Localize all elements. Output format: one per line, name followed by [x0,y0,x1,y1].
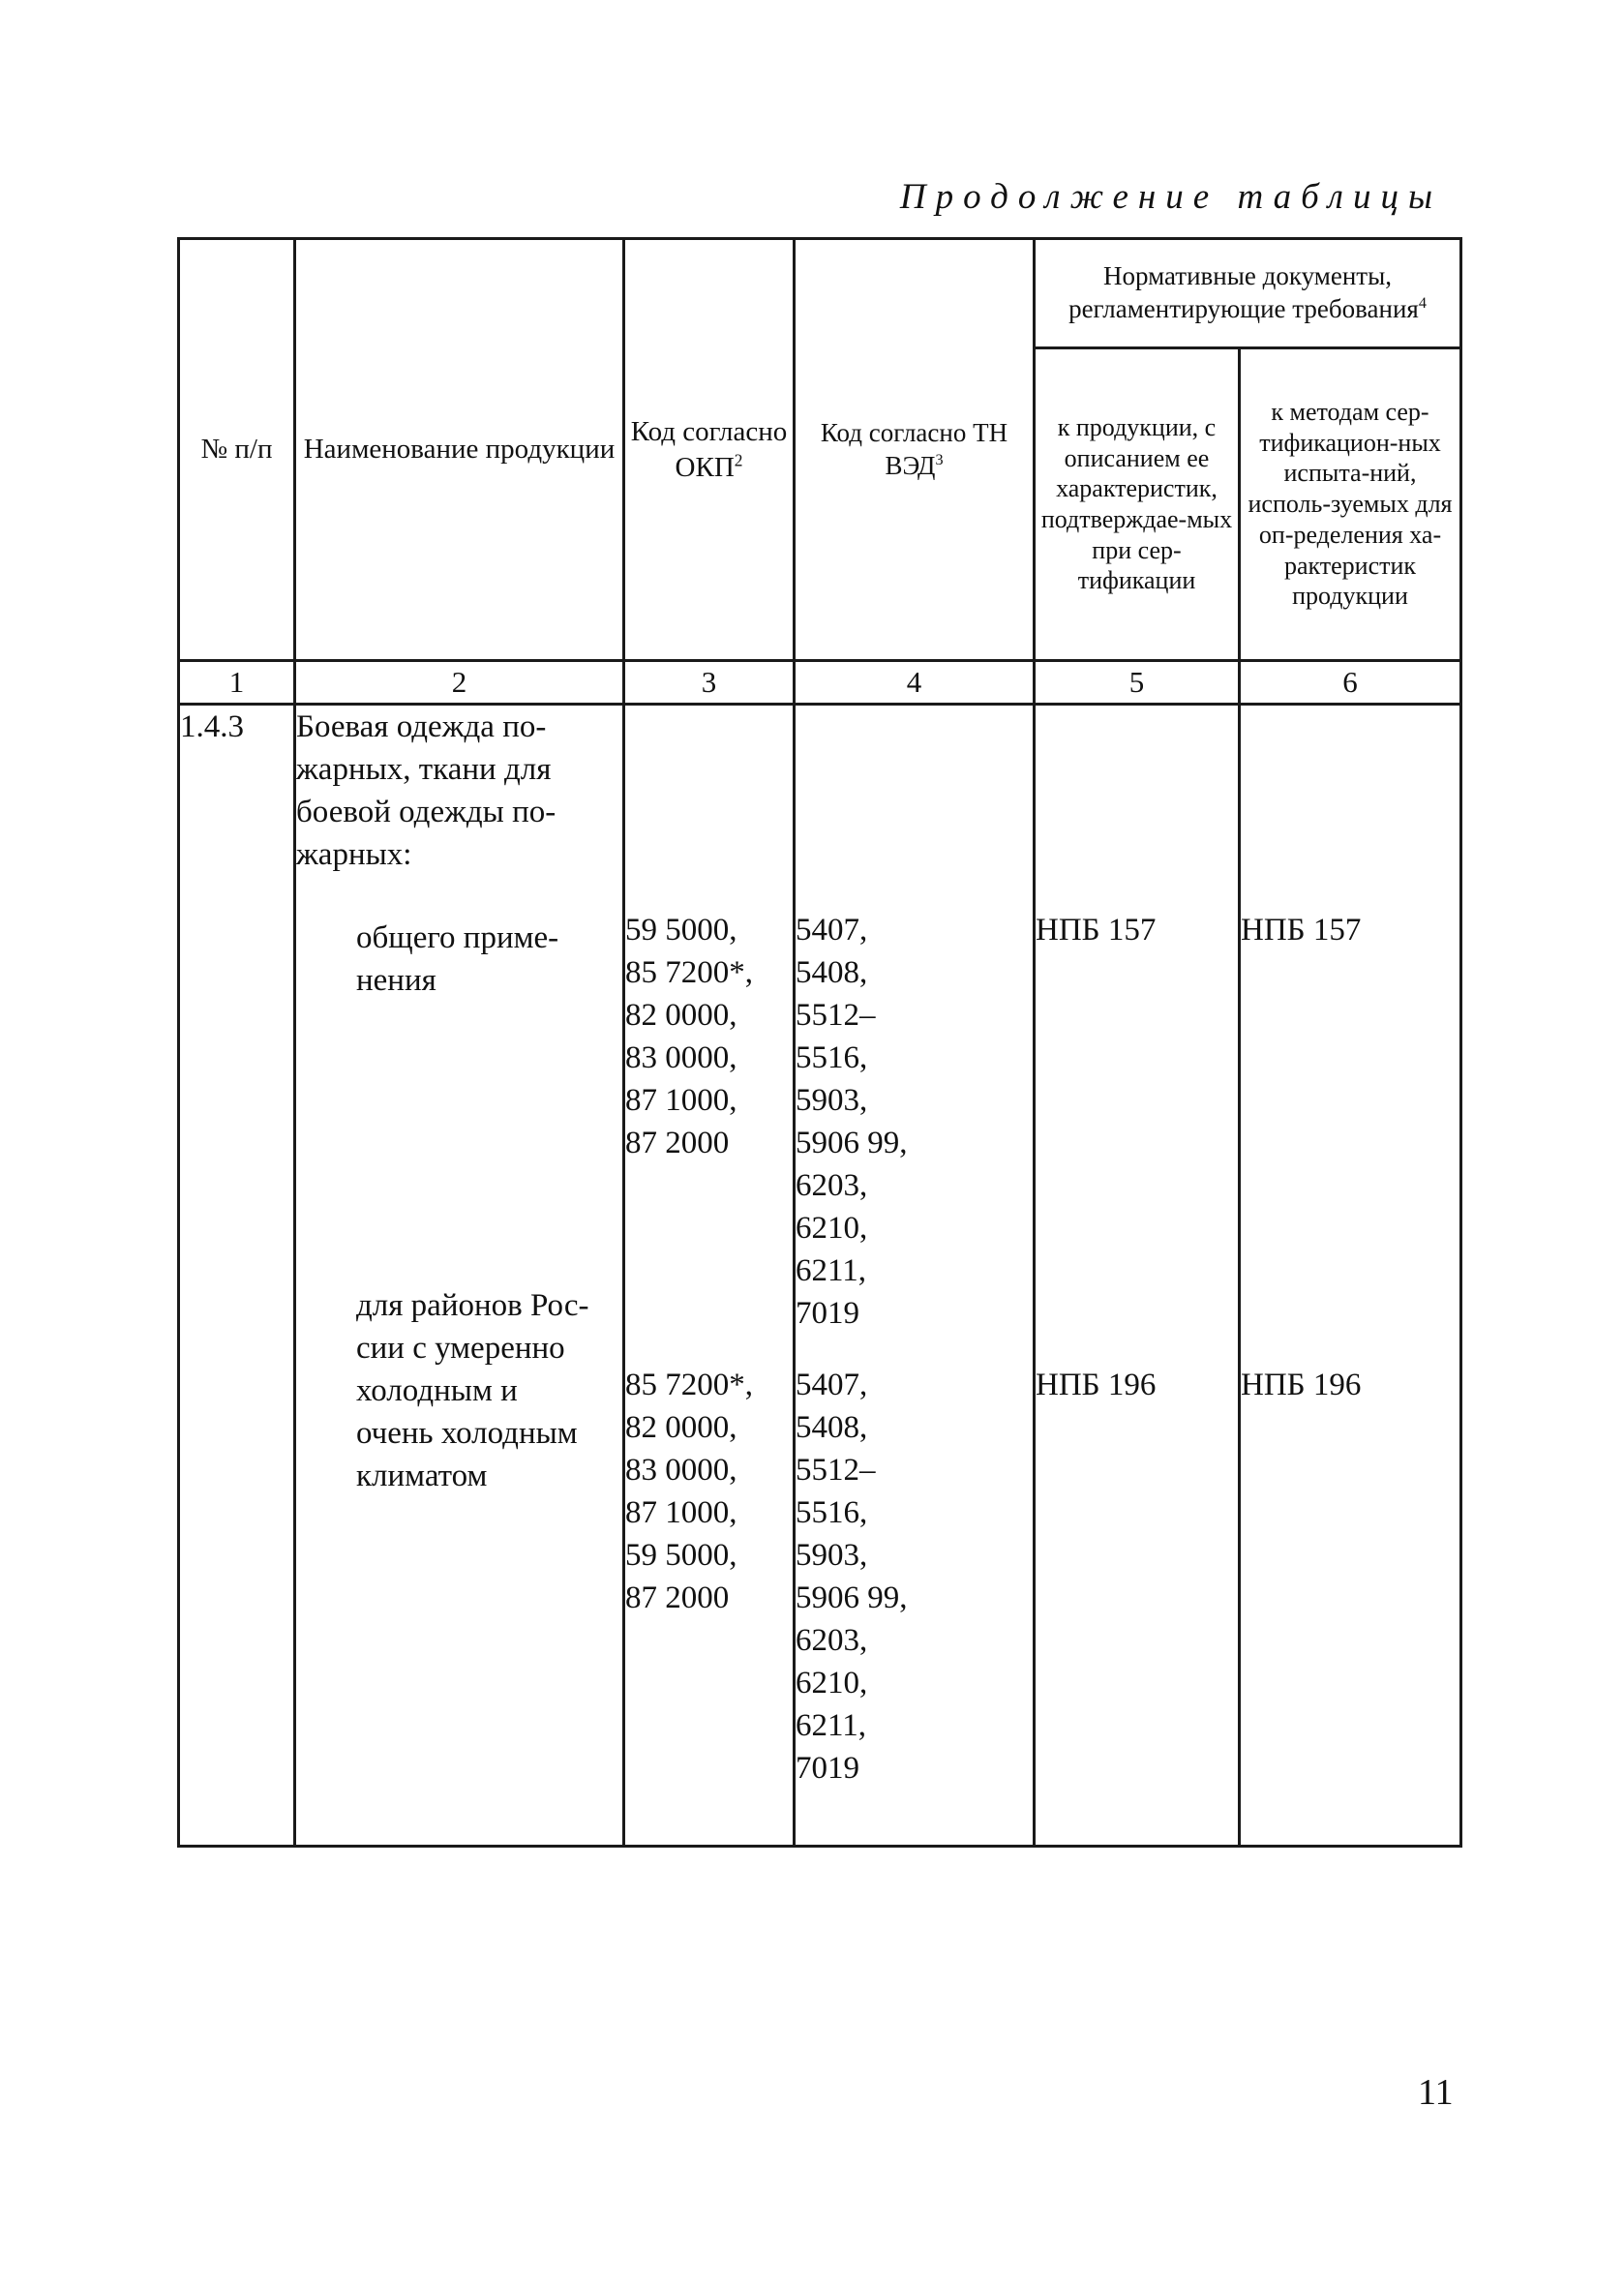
column-number: 2 [295,661,624,705]
item-name: общего приме- нения [356,920,559,998]
header-normative-docs: Нормативные документы, регламентирующие требования$^4$ [1035,239,1461,348]
method-docs: НПБ 157 НПБ 196 [1240,705,1461,1847]
row-id: 1.4.3 [179,705,295,1847]
product-docs: НПБ 157 НПБ 196 [1035,705,1240,1847]
header-product-name: Наименование продукции [295,239,624,661]
column-number: 4 [795,661,1035,705]
header-product-requirements: к продукции, с описанием ее характеристик, подтверждае-мых при сер-тификации [1035,348,1240,661]
header-okp-code: Код согласно ОКП$^2$ [624,239,795,661]
page-number: 11 [1418,2072,1454,2113]
header-method-requirements: к методам сер-тификацион-ных испыта-ний, исполь-зуемых для оп-ределения ха-рактеристик продукции [1240,348,1461,661]
okp-codes: 59 5000, 85 7200*, 82 0000, 83 0000, 87 1000, 87 2000 85 7200*, 82 0000, 83 0000, 87 1000, 59 5000, 87 2000 [624,705,795,1847]
table-row [179,705,1461,1847]
column-number: 1 [179,661,295,705]
row-name: Боевая одежда по- жарных, ткани для боевой одежды по- жарных: общего приме- нения для районов Рос- сии с умеренно холодным и очень холодным климатом [295,705,624,1847]
column-number: 5 [1035,661,1240,705]
tnved-codes: 5407, 5408, 5512– 5516, 5903, 5906 99, 6203, 6210, 6211, 7019 5407, 5408, 5512– 5516, 5903, 5906 99, 6203, 6210, 6211, 7019 [795,705,1035,1847]
table-caption: Продолжение таблицы [899,177,1442,217]
column-number: 3 [624,661,795,705]
certification-table [177,237,1462,1848]
item-name: для районов Рос- сии с умеренно холодным и очень холодным климатом [356,1288,589,1493]
header-tnved-code: Код согласно ТН ВЭД$^3$ [795,239,1035,661]
column-number: 6 [1240,661,1461,705]
header-number: № п/п [179,239,295,661]
